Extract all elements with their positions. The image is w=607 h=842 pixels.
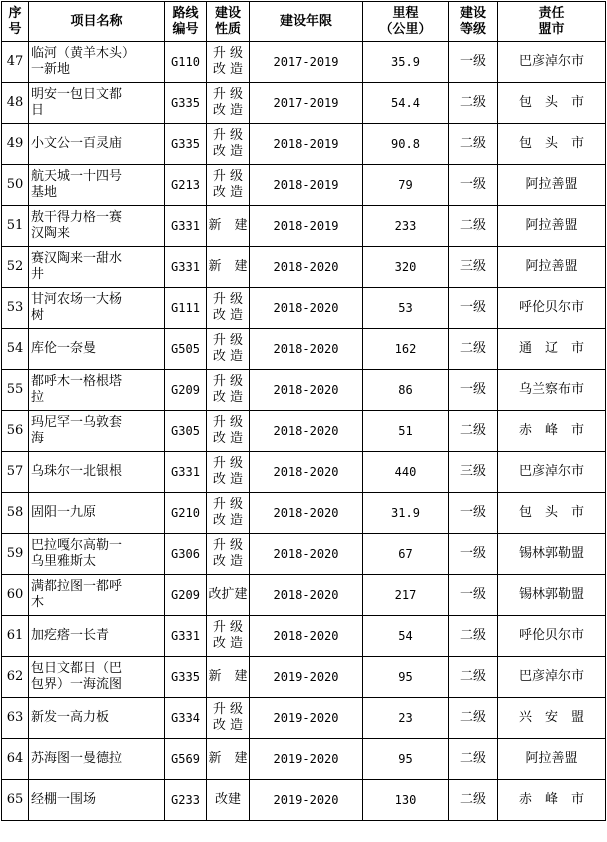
- cell-nature: 升 级 改 造: [207, 411, 250, 452]
- cell-years: 2018-2019: [250, 165, 363, 206]
- table-row: [2, 42, 606, 83]
- cell-nature: 升 级 改 造: [207, 534, 250, 575]
- cell-seq: 49: [2, 124, 29, 165]
- cell-city: 呼伦贝尔市: [498, 288, 606, 329]
- cell-name: 加疙瘩一长青: [29, 616, 165, 657]
- cell-mileage: 51: [363, 411, 449, 452]
- cell-code: G331: [165, 616, 207, 657]
- table-row: [2, 370, 606, 411]
- cell-nature: 新 建: [207, 247, 250, 288]
- cell-nature: 升 级 改 造: [207, 616, 250, 657]
- cell-code: G335: [165, 83, 207, 124]
- cell-years: 2018-2020: [250, 329, 363, 370]
- cell-city: 包 头 市: [498, 83, 606, 124]
- cell-seq: 62: [2, 657, 29, 698]
- header-code: 路线 编号: [165, 2, 207, 42]
- cell-mileage: 54.4: [363, 83, 449, 124]
- header-row: [2, 2, 606, 42]
- cell-code: G331: [165, 206, 207, 247]
- cell-nature: 升 级 改 造: [207, 42, 250, 83]
- cell-grade: 二级: [449, 124, 498, 165]
- cell-name: 赛汉陶来一甜水 井: [29, 247, 165, 288]
- header-city: 责任 盟市: [498, 2, 606, 42]
- cell-seq: 61: [2, 616, 29, 657]
- cell-years: 2018-2020: [250, 247, 363, 288]
- cell-nature: 升 级 改 造: [207, 329, 250, 370]
- cell-nature: 升 级 改 造: [207, 698, 250, 739]
- cell-city: 锡林郭勒盟: [498, 575, 606, 616]
- cell-nature: 新 建: [207, 739, 250, 780]
- cell-mileage: 35.9: [363, 42, 449, 83]
- cell-years: 2017-2019: [250, 83, 363, 124]
- cell-city: 包 头 市: [498, 493, 606, 534]
- cell-grade: 三级: [449, 247, 498, 288]
- cell-mileage: 53: [363, 288, 449, 329]
- cell-city: 乌兰察布市: [498, 370, 606, 411]
- cell-nature: 升 级 改 造: [207, 370, 250, 411]
- cell-years: 2018-2020: [250, 534, 363, 575]
- cell-seq: 59: [2, 534, 29, 575]
- cell-mileage: 90.8: [363, 124, 449, 165]
- cell-seq: 47: [2, 42, 29, 83]
- header-years: 建设年限: [250, 2, 363, 42]
- table-row: [2, 411, 606, 452]
- cell-seq: 56: [2, 411, 29, 452]
- cell-years: 2018-2019: [250, 124, 363, 165]
- cell-code: G335: [165, 124, 207, 165]
- cell-city: 锡林郭勒盟: [498, 534, 606, 575]
- cell-nature: 升 级 改 造: [207, 83, 250, 124]
- cell-city: 阿拉善盟: [498, 739, 606, 780]
- cell-name: 新发一高力板: [29, 698, 165, 739]
- cell-mileage: 86: [363, 370, 449, 411]
- cell-name: 固阳一九原: [29, 493, 165, 534]
- table-row: [2, 575, 606, 616]
- cell-name: 经棚一围场: [29, 780, 165, 821]
- cell-nature: 升 级 改 造: [207, 288, 250, 329]
- cell-years: 2018-2020: [250, 616, 363, 657]
- table-row: [2, 165, 606, 206]
- cell-seq: 60: [2, 575, 29, 616]
- table-row: [2, 534, 606, 575]
- cell-nature: 升 级 改 造: [207, 493, 250, 534]
- cell-mileage: 31.9: [363, 493, 449, 534]
- cell-mileage: 67: [363, 534, 449, 575]
- cell-city: 通 辽 市: [498, 329, 606, 370]
- cell-years: 2018-2020: [250, 288, 363, 329]
- cell-name: 库伦一奈曼: [29, 329, 165, 370]
- cell-city: 巴彦淖尔市: [498, 452, 606, 493]
- cell-years: 2018-2020: [250, 575, 363, 616]
- header-name: 项目名称: [29, 2, 165, 42]
- cell-seq: 48: [2, 83, 29, 124]
- cell-years: 2019-2020: [250, 698, 363, 739]
- cell-city: 兴 安 盟: [498, 698, 606, 739]
- cell-grade: 二级: [449, 616, 498, 657]
- cell-mileage: 440: [363, 452, 449, 493]
- cell-code: G331: [165, 452, 207, 493]
- cell-mileage: 320: [363, 247, 449, 288]
- cell-mileage: 79: [363, 165, 449, 206]
- cell-seq: 57: [2, 452, 29, 493]
- cell-code: G569: [165, 739, 207, 780]
- cell-seq: 50: [2, 165, 29, 206]
- cell-years: 2018-2020: [250, 452, 363, 493]
- cell-seq: 53: [2, 288, 29, 329]
- cell-seq: 54: [2, 329, 29, 370]
- cell-years: 2018-2020: [250, 370, 363, 411]
- header-nature: 建设 性质: [207, 2, 250, 42]
- cell-grade: 二级: [449, 206, 498, 247]
- cell-years: 2018-2020: [250, 411, 363, 452]
- cell-years: 2018-2020: [250, 493, 363, 534]
- cell-grade: 二级: [449, 739, 498, 780]
- cell-city: 阿拉善盟: [498, 165, 606, 206]
- table-row: [2, 493, 606, 534]
- table-row: [2, 780, 606, 821]
- cell-city: 赤 峰 市: [498, 780, 606, 821]
- cell-name: 乌珠尔一北银根: [29, 452, 165, 493]
- cell-years: 2017-2019: [250, 42, 363, 83]
- project-table: [1, 1, 606, 821]
- cell-grade: 三级: [449, 452, 498, 493]
- cell-nature: 改扩建: [207, 575, 250, 616]
- cell-mileage: 23: [363, 698, 449, 739]
- table-row: [2, 83, 606, 124]
- cell-code: G505: [165, 329, 207, 370]
- cell-name: 苏海图一曼德拉: [29, 739, 165, 780]
- cell-code: G334: [165, 698, 207, 739]
- cell-nature: 升 级 改 造: [207, 452, 250, 493]
- cell-nature: 改建: [207, 780, 250, 821]
- cell-city: 阿拉善盟: [498, 247, 606, 288]
- cell-seq: 52: [2, 247, 29, 288]
- cell-years: 2019-2020: [250, 657, 363, 698]
- cell-years: 2019-2020: [250, 780, 363, 821]
- cell-name: 敖干得力格一赛 汉陶来: [29, 206, 165, 247]
- cell-grade: 一级: [449, 288, 498, 329]
- cell-code: G110: [165, 42, 207, 83]
- cell-grade: 二级: [449, 657, 498, 698]
- cell-name: 满都拉图一都呼 木: [29, 575, 165, 616]
- table-row: [2, 739, 606, 780]
- cell-mileage: 95: [363, 657, 449, 698]
- table-row: [2, 698, 606, 739]
- cell-code: G213: [165, 165, 207, 206]
- table-row: [2, 657, 606, 698]
- cell-mileage: 217: [363, 575, 449, 616]
- cell-city: 赤 峰 市: [498, 411, 606, 452]
- table-row: [2, 247, 606, 288]
- cell-grade: 一级: [449, 370, 498, 411]
- cell-seq: 65: [2, 780, 29, 821]
- cell-mileage: 95: [363, 739, 449, 780]
- table-row: [2, 616, 606, 657]
- cell-nature: 升 级 改 造: [207, 124, 250, 165]
- cell-nature: 升 级 改 造: [207, 165, 250, 206]
- table-row: [2, 124, 606, 165]
- cell-grade: 二级: [449, 411, 498, 452]
- cell-grade: 二级: [449, 83, 498, 124]
- cell-code: G306: [165, 534, 207, 575]
- cell-mileage: 233: [363, 206, 449, 247]
- cell-code: G305: [165, 411, 207, 452]
- cell-name: 小文公一百灵庙: [29, 124, 165, 165]
- cell-grade: 一级: [449, 534, 498, 575]
- cell-seq: 55: [2, 370, 29, 411]
- cell-name: 甘河农场一大杨 树: [29, 288, 165, 329]
- cell-nature: 新 建: [207, 206, 250, 247]
- cell-name: 临河（黄羊木头） 一新地: [29, 42, 165, 83]
- cell-mileage: 162: [363, 329, 449, 370]
- cell-nature: 新 建: [207, 657, 250, 698]
- cell-mileage: 130: [363, 780, 449, 821]
- cell-grade: 二级: [449, 329, 498, 370]
- cell-name: 巴拉嘎尔高勒一 乌里雅斯太: [29, 534, 165, 575]
- header-mileage: 里程 （公里）: [363, 2, 449, 42]
- cell-code: G209: [165, 575, 207, 616]
- cell-city: 呼伦贝尔市: [498, 616, 606, 657]
- cell-code: G335: [165, 657, 207, 698]
- cell-seq: 64: [2, 739, 29, 780]
- cell-seq: 51: [2, 206, 29, 247]
- cell-seq: 58: [2, 493, 29, 534]
- table-row: [2, 288, 606, 329]
- cell-grade: 一级: [449, 575, 498, 616]
- cell-name: 明安一包日文都 日: [29, 83, 165, 124]
- table-row: [2, 329, 606, 370]
- header-grade: 建设 等级: [449, 2, 498, 42]
- cell-name: 航天城一十四号 基地: [29, 165, 165, 206]
- cell-code: G210: [165, 493, 207, 534]
- cell-grade: 二级: [449, 780, 498, 821]
- cell-grade: 一级: [449, 493, 498, 534]
- cell-code: G331: [165, 247, 207, 288]
- cell-grade: 一级: [449, 42, 498, 83]
- cell-name: 玛尼罕一乌敦套 海: [29, 411, 165, 452]
- cell-city: 巴彦淖尔市: [498, 657, 606, 698]
- cell-city: 阿拉善盟: [498, 206, 606, 247]
- cell-years: 2018-2019: [250, 206, 363, 247]
- table-row: [2, 452, 606, 493]
- header-seq: 序 号: [2, 2, 29, 42]
- cell-code: G209: [165, 370, 207, 411]
- cell-seq: 63: [2, 698, 29, 739]
- cell-code: G233: [165, 780, 207, 821]
- cell-code: G111: [165, 288, 207, 329]
- table-row: [2, 206, 606, 247]
- cell-city: 包 头 市: [498, 124, 606, 165]
- cell-years: 2019-2020: [250, 739, 363, 780]
- cell-city: 巴彦淖尔市: [498, 42, 606, 83]
- cell-grade: 二级: [449, 698, 498, 739]
- cell-grade: 一级: [449, 165, 498, 206]
- cell-name: 都呼木一格根塔 拉: [29, 370, 165, 411]
- cell-mileage: 54: [363, 616, 449, 657]
- cell-name: 包日文都日（巴 包界）一海流图: [29, 657, 165, 698]
